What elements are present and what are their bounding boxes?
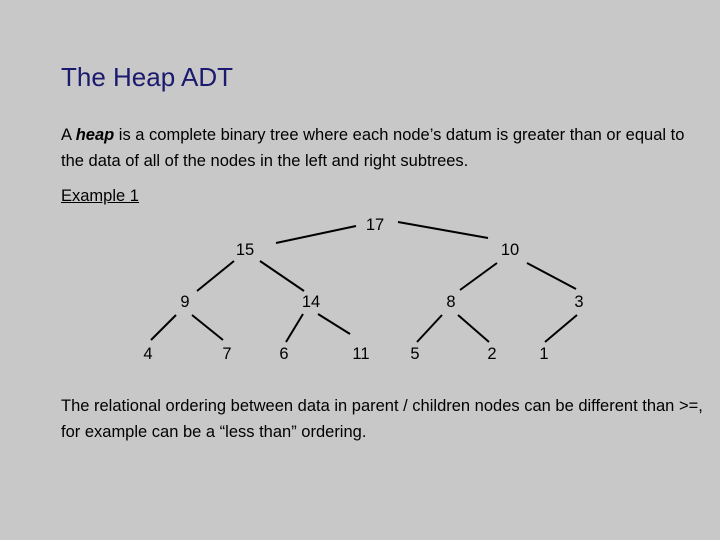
intro-prefix: A (61, 126, 76, 144)
tree-edge (151, 315, 176, 340)
tree-nodes (143, 216, 583, 363)
tree-edge (458, 315, 489, 342)
tree-node-label: 10 (500, 241, 520, 259)
tree-edge (460, 263, 497, 290)
slide-title: The Heap ADT (61, 62, 233, 92)
example-label: Example 1 (61, 187, 139, 205)
tree-node-label: 11 (352, 345, 370, 363)
tree-edge (260, 261, 304, 291)
tree-edge (197, 261, 234, 291)
tree-edge (318, 314, 350, 334)
tree-node-label: 7 (222, 345, 232, 363)
tree-edge (286, 314, 303, 342)
tree-node-label: 4 (143, 345, 153, 363)
ordering-note: The relational ordering between data in parent / children nodes can be different than >=, for example can be a “less than” ordering. (61, 397, 703, 441)
tree-edge (192, 315, 223, 340)
tree-edge (276, 226, 356, 243)
tree-edge (417, 315, 442, 342)
tree-node-label: 2 (487, 345, 497, 363)
tree-node-label: 5 (410, 345, 420, 363)
tree-node-label: 8 (446, 293, 456, 311)
tree-node-label: 1 (539, 345, 549, 363)
tree-node-label: 17 (365, 216, 385, 234)
tree-edge (527, 263, 576, 289)
heap-keyword: heap (75, 126, 115, 144)
tree-node-label: 9 (180, 293, 190, 311)
tree-edge (545, 315, 577, 342)
tree-node-label: 15 (235, 241, 255, 259)
intro-rest: is a complete binary tree where each node’s datum is greater than or equal to the data of all of the nodes in the left and right subtrees. (61, 126, 685, 170)
tree-node-label: 14 (301, 293, 321, 311)
tree-edges (151, 222, 577, 342)
tree-node-label: 6 (279, 345, 289, 363)
tree-node-label: 3 (574, 293, 584, 311)
tree-edge (398, 222, 488, 238)
